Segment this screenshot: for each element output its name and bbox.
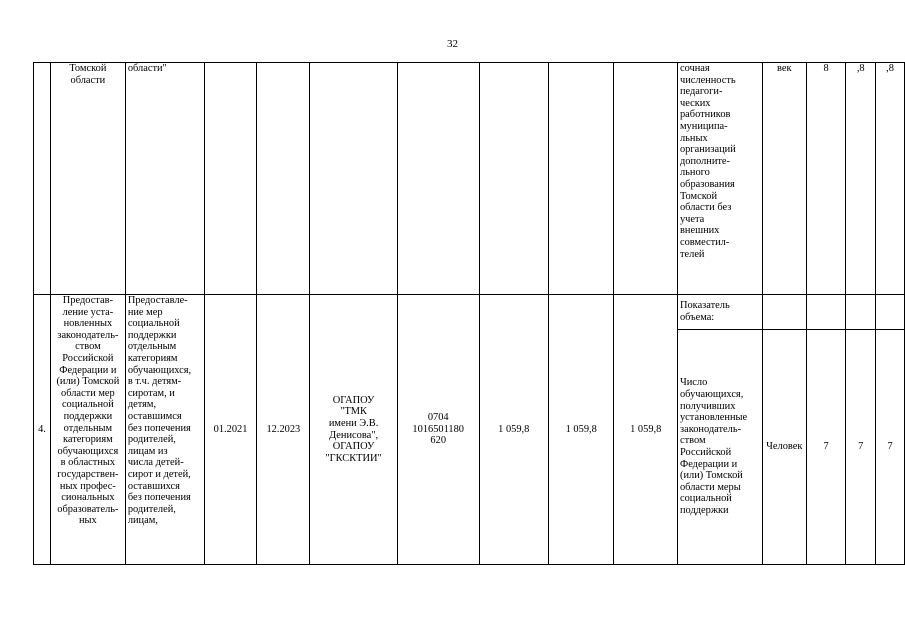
- page-number: 32: [447, 38, 458, 50]
- cell-start: [204, 63, 257, 295]
- cell-num: [34, 63, 51, 295]
- cell-executor: [310, 63, 398, 295]
- cell-value-2: 7: [846, 330, 876, 565]
- measures-table: [33, 62, 905, 565]
- cell-amount-2: 1 059,8: [548, 295, 613, 565]
- cell-name: Томской области: [50, 63, 125, 295]
- cell-amount-3: [614, 63, 678, 295]
- cell-indicator: Число обучающихся, получивших установленные законодатель- ством Российской Федерации и (или) Томской области меры социальной поддержки: [677, 330, 762, 565]
- cell-amount-1: [479, 63, 548, 295]
- cell-num: 4.: [34, 295, 51, 565]
- cell-value-3: ,8: [876, 63, 905, 295]
- cell-amount-3: 1 059,8: [614, 295, 678, 565]
- cell-start: 01.2021: [204, 295, 257, 565]
- cell-end: [257, 63, 310, 295]
- cell-value-3: 7: [876, 330, 905, 565]
- cell-amount-1: 1 059,8: [479, 295, 548, 565]
- cell-amount-2: [548, 63, 613, 295]
- cell-executor: ОГАПОУ "ТМК имени Э.В. Денисова", ОГАПОУ "ГКСКТИИ": [310, 295, 398, 565]
- cell-name: Предостав- ление уста- новленных законодатель- ством Российской Федерации и (или) Томской области мер социальной поддержки отдельным категориям обучающихся в областных государствен- ных профес- сиональных образователь- ных: [50, 295, 125, 565]
- cell-indicator-header: Показатель объема:: [677, 295, 762, 330]
- table-row: [34, 295, 905, 330]
- cell-value-1: 7: [806, 330, 846, 565]
- cell-code: [397, 63, 479, 295]
- cell-value-empty: [806, 295, 846, 330]
- cell-value-empty: [876, 295, 905, 330]
- cell-value-1: 8: [806, 63, 846, 295]
- cell-description: области": [125, 63, 204, 295]
- cell-code: 0704 1016501180 620: [397, 295, 479, 565]
- cell-value-2: ,8: [846, 63, 876, 295]
- cell-description: Предоставле- ние мер социальной поддержки отдельным категориям обучающихся, в т.ч. детям- сиротам, и детям, оставшимся без попечения родителей, лицам из числа детей- сирот и детей, оставшихся без попечения родителей, лицам,: [125, 295, 204, 565]
- cell-end: 12.2023: [257, 295, 310, 565]
- cell-unit-empty: [762, 295, 806, 330]
- cell-unit: век: [762, 63, 806, 295]
- cell-value-empty: [846, 295, 876, 330]
- cell-unit: Человек: [762, 330, 806, 565]
- table-row: [34, 63, 905, 295]
- cell-indicator: сочная численность педагоги- ческих работников муниципа- льных организаций дополните- льного образования Томской области без учета внешних совместил- телей: [677, 63, 762, 295]
